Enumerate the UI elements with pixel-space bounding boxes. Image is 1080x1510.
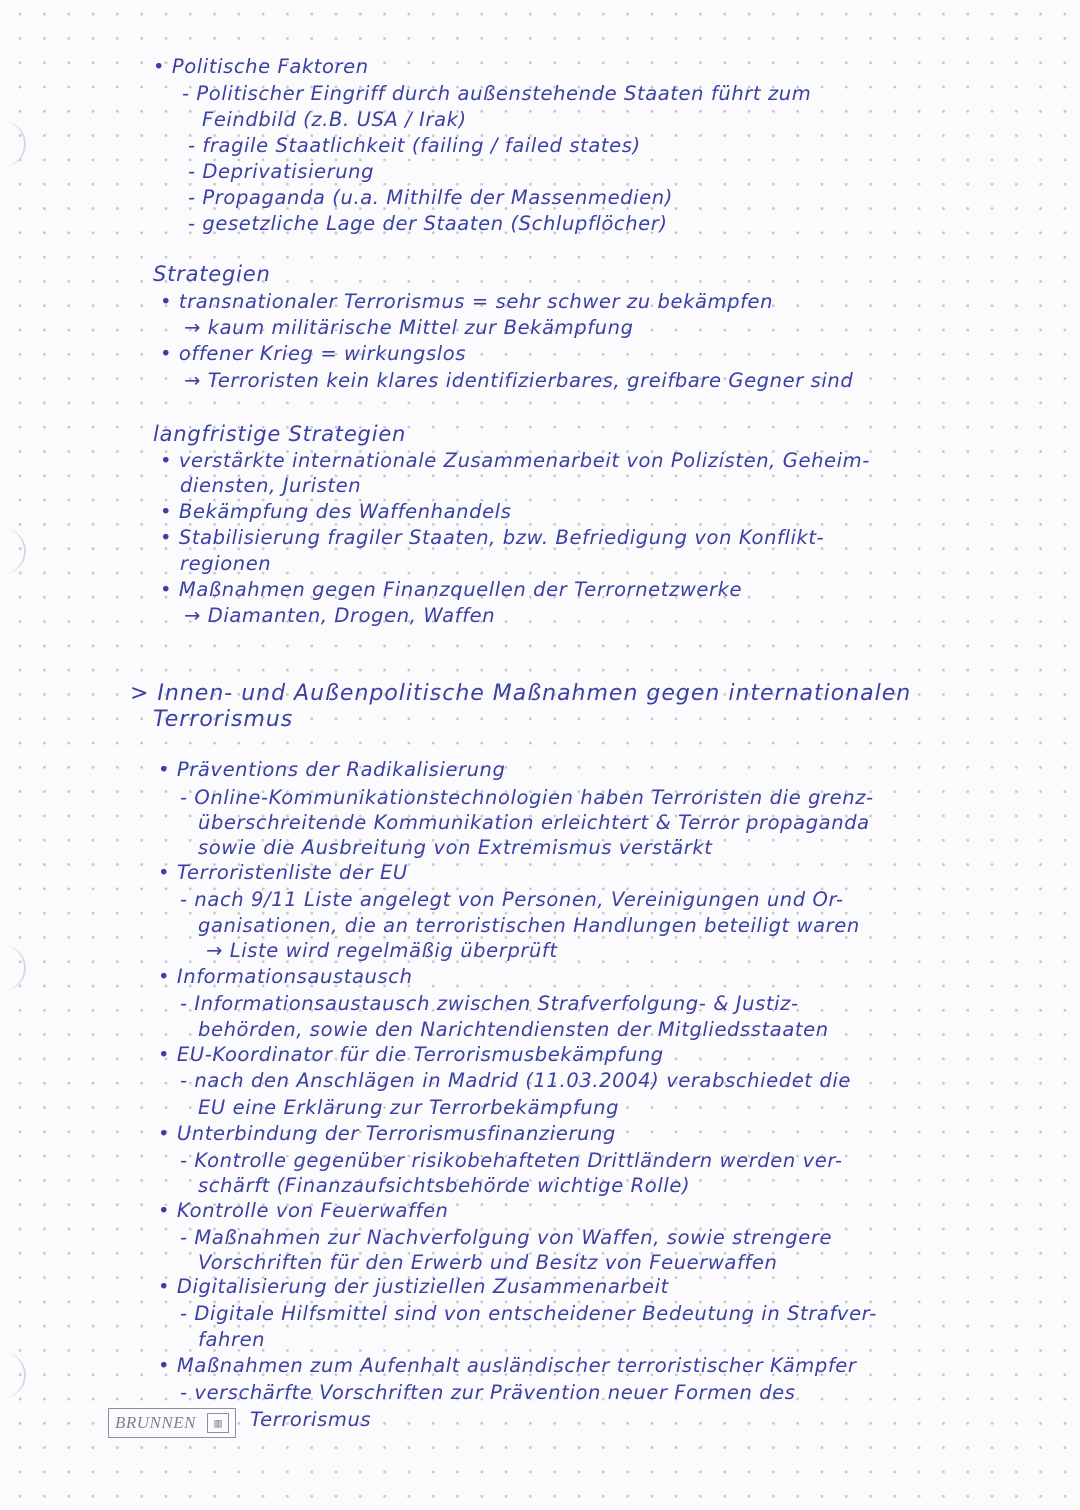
sub-item: - Politischer Eingriff durch außenstehende Staaten führt zum [182, 82, 812, 105]
bullet-item: • transnationaler Terrorismus = sehr schwer zu bekämpfen [160, 290, 774, 313]
brand-mark-icon: ▥ [207, 1413, 229, 1433]
bullet-item: • Bekämpfung des Waffenhandels [160, 500, 512, 523]
bullet-item: • Informationsaustausch [158, 965, 413, 988]
sub-item: - Kontrolle gegenüber risikobehafteten Drittländern werden ver- [180, 1149, 843, 1172]
sub-item-continuation: sowie die Ausbreitung von Extremismus verstärkt [198, 836, 713, 859]
sub-item: - Informationsaustausch zwischen Strafverfolgung- & Justiz- [180, 992, 799, 1015]
bullet-item: • Präventions der Radikalisierung [158, 758, 506, 781]
sub-item-continuation: fahren [198, 1328, 266, 1351]
section-heading: Strategien [153, 262, 271, 286]
arrow-note: → Terroristen kein klares identifizierbares, greifbare Gegner sind [184, 369, 854, 392]
sub-item-continuation: Vorschriften für den Erwerb und Besitz von Feuerwaffen [198, 1251, 778, 1274]
bullet-item: • Digitalisierung der justiziellen Zusammenarbeit [158, 1275, 669, 1298]
chapter-heading: > Innen- und Außenpolitische Maßnahmen gegen internationalen [130, 681, 912, 706]
punch-hole [0, 1352, 26, 1398]
punch-hole [0, 121, 26, 167]
sub-item: - Propaganda (u.a. Mithilfe der Massenmedien) [188, 186, 673, 209]
bullet-heading: • Politische Faktoren [153, 55, 369, 78]
bullet-continuation: regionen [180, 552, 272, 575]
sub-item-continuation: schärft (Finanzaufsichtsbehörde wichtige Rolle) [198, 1174, 691, 1197]
sub-item: - fragile Staatlichkeit (failing / failed states) [188, 134, 641, 157]
sub-item-continuation: EU eine Erklärung zur Terrorbekämpfung [198, 1096, 620, 1119]
sub-item: - nach den Anschlägen in Madrid (11.03.2004) verabschiedet die [180, 1069, 851, 1092]
sub-item-continuation: Feindbild (z.B. USA / Irak) [202, 108, 467, 131]
sub-item-continuation: ganisationen, die an terroristischen Handlungen beteiligt waren [198, 914, 860, 937]
bullet-item: • Maßnahmen zum Aufenhalt ausländischer terroristischer Kämpfer [158, 1354, 857, 1377]
bullet-item: • Kontrolle von Feuerwaffen [158, 1199, 449, 1222]
sub-item: - verschärfte Vorschriften zur Prävention neuer Formen des [180, 1381, 796, 1404]
sub-item: - Online-Kommunikationstechnologien haben Terroristen die grenz- [180, 786, 874, 809]
sub-item-continuation: überschreitende Kommunikation erleichtert & Terror propaganda [198, 811, 870, 834]
bullet-item: • Unterbindung der Terrorismusfinanzierung [158, 1122, 616, 1145]
bullet-item: • Terroristenliste der EU [158, 861, 408, 884]
arrow-note: → kaum militärische Mittel zur Bekämpfung [184, 316, 634, 339]
bullet-continuation: diensten, Juristen [180, 474, 362, 497]
bullet-item: • verstärkte internationale Zusammenarbeit von Polizisten, Geheim- [160, 449, 870, 472]
punch-hole [0, 945, 26, 991]
bullet-item: • EU-Koordinator für die Terrorismusbekämpfung [158, 1043, 664, 1066]
sub-item: - Deprivatisierung [188, 160, 375, 183]
sub-item-continuation: behörden, sowie den Narichtendiensten der Mitgliedsstaaten [198, 1018, 829, 1041]
section-heading: langfristige Strategien [153, 422, 407, 446]
sub-item: - Maßnahmen zur Nachverfolgung von Waffen, sowie strengere [180, 1226, 833, 1249]
punch-hole [0, 528, 26, 574]
sub-item-continuation: Terrorismus [250, 1408, 372, 1431]
bullet-item: • Maßnahmen gegen Finanzquellen der Terrornetzwerke [160, 578, 743, 601]
bullet-item: • offener Krieg = wirkungslos [160, 342, 467, 365]
brand-logo-text: BRUNNEN [115, 1413, 196, 1432]
sub-item: - gesetzliche Lage der Staaten (Schlupflöcher) [188, 212, 668, 235]
bullet-item: • Stabilisierung fragiler Staaten, bzw. Befriedigung von Konflikt- [160, 526, 825, 549]
chapter-heading-continuation: Terrorismus [153, 707, 294, 732]
brand-logo [108, 1408, 236, 1438]
arrow-note: → Diamanten, Drogen, Waffen [184, 604, 496, 627]
sub-item: - nach 9/11 Liste angelegt von Personen, Vereinigungen und Or- [180, 888, 844, 911]
sub-item: - Digitale Hilfsmittel sind von entscheidener Bedeutung in Strafver- [180, 1302, 877, 1325]
arrow-note: → Liste wird regelmäßig überprüft [206, 939, 558, 962]
